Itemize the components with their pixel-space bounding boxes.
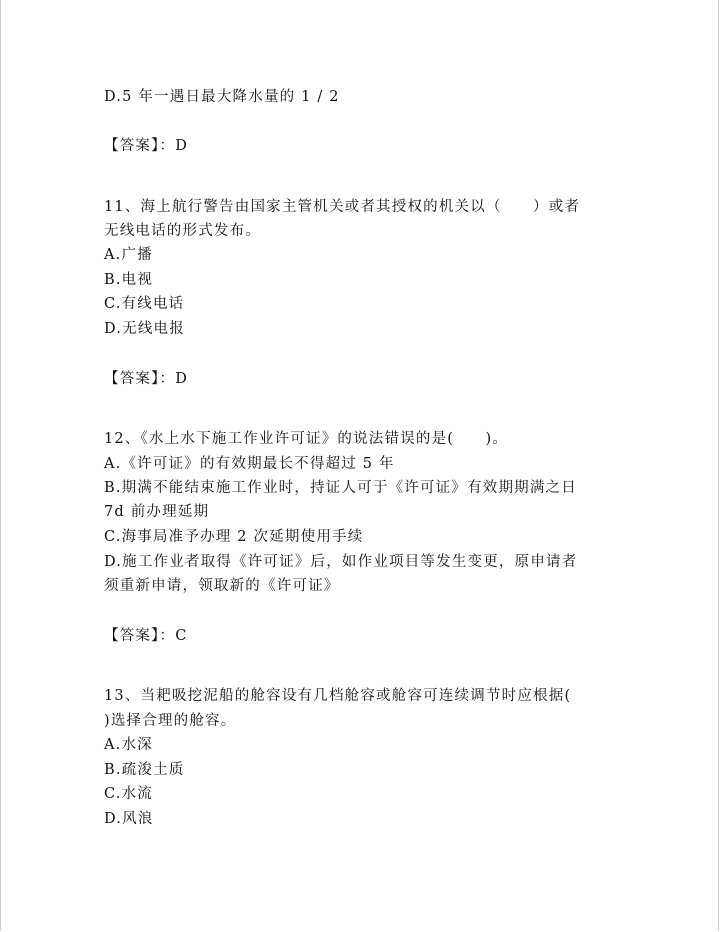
- option-d-q13: D.风浪: [104, 811, 154, 827]
- question-11-line1: 11、海上航行警告由国家主管机关或者其授权的机关以（ ）或者: [104, 199, 581, 215]
- option-a-q12: A.《许可证》的有效期最长不得超过 5 年: [104, 456, 395, 472]
- option-d-q12-line1: D.施工作业者取得《许可证》后，如作业项目等发生变更，原申请者: [104, 554, 578, 570]
- question-12: 12、《水上水下施工作业许可证》的说法错误的是( )。: [104, 431, 509, 447]
- question-13-line1: 13、当耙吸挖泥船的舱容设有几档舱容或舱容可连续调节时应根据(: [104, 688, 572, 704]
- option-c-q12: C.海事局准予办理 2 次延期使用手续: [104, 529, 364, 545]
- option-c-q11: C.有线电话: [104, 296, 185, 312]
- option-d-q10: D.5 年一遇日最大降水量的 1 / 2: [104, 89, 340, 105]
- question-11-line2: 无线电话的形式发布。: [104, 223, 261, 239]
- option-b-q11: B.电视: [104, 272, 154, 288]
- option-d-q12-line2: 须重新申请，领取新的《许可证》: [104, 578, 340, 594]
- option-a-q11: A.广播: [104, 247, 153, 263]
- option-b-q12-line1: B.期满不能结束施工作业时，持证人可于《许可证》有效期期满之日: [104, 480, 577, 496]
- option-d-q11: D.无线电报: [104, 321, 185, 337]
- option-b-q13: B.疏浚土质: [104, 762, 185, 778]
- option-b-q12-line2: 7d 前办理延期: [104, 504, 210, 520]
- answer-q12: 【答案】：C: [104, 628, 188, 644]
- option-c-q13: C.水流: [104, 786, 153, 802]
- option-a-q13: A.水深: [104, 737, 153, 753]
- answer-q11: 【答案】：D: [104, 371, 189, 387]
- question-13-line2: )选择合理的舱容。: [104, 713, 237, 729]
- answer-q10: 【答案】：D: [104, 138, 189, 154]
